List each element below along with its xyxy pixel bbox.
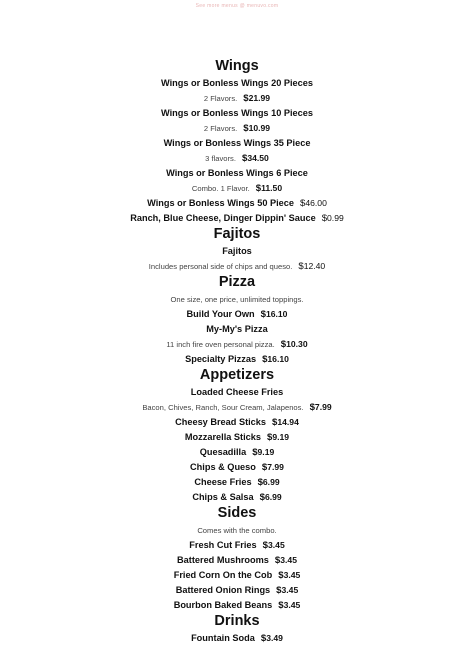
menu-item <box>0 243 474 258</box>
menu-section-wings <box>0 58 474 225</box>
menu-section-drinks <box>0 613 474 645</box>
item-price <box>272 417 299 427</box>
price-amount: 16.10 <box>267 354 289 364</box>
item-price <box>260 492 282 502</box>
section-title: Appetizers <box>199 367 275 383</box>
price-currency: $ <box>255 183 262 194</box>
menu-section-sides <box>0 505 474 612</box>
price-currency: $ <box>278 600 284 611</box>
menu-item <box>0 135 474 150</box>
item-price <box>261 309 288 319</box>
price-amount: 16.10 <box>265 309 288 319</box>
price-currency: $ <box>257 477 263 488</box>
menu-section-pizza <box>0 274 474 366</box>
menu-item-detail <box>0 180 474 195</box>
price-amount: 3.45 <box>281 585 299 595</box>
menu-item <box>0 414 474 429</box>
item-name: Wings or Bonless Wings 50 Piece <box>147 198 294 208</box>
menu-item-detail <box>0 522 474 537</box>
item-name: Loaded Cheese Fries <box>190 387 284 397</box>
menu-item <box>0 351 474 366</box>
price-currency: $ <box>321 213 328 224</box>
menu-section-appetizers <box>0 367 474 504</box>
price-amount: 3.49 <box>266 633 283 643</box>
item-name: Ranch, Blue Cheese, Dinger Dippin' Sauce <box>130 213 316 223</box>
item-price <box>263 540 285 550</box>
price-currency: $ <box>262 540 268 551</box>
menu-item <box>0 75 474 90</box>
item-price <box>310 402 332 412</box>
price-amount: 9.19 <box>272 432 290 442</box>
item-name: Chips & Salsa <box>192 492 254 502</box>
price-amount: 7.99 <box>267 462 284 472</box>
item-name: Fried Corn On the Cob <box>173 570 273 580</box>
menu-item-detail <box>0 258 474 273</box>
menu-item-detail <box>0 150 474 165</box>
price-currency: $ <box>280 339 287 350</box>
item-price <box>256 183 282 193</box>
section-title: Sides <box>217 505 257 521</box>
item-name: Build Your Own <box>186 309 255 319</box>
menu-item-detail <box>0 399 474 414</box>
price-currency: $ <box>260 309 266 320</box>
menu-item-detail <box>0 291 474 306</box>
price-amount: 6.99 <box>262 477 280 487</box>
item-description: Comes with the combo. <box>197 526 277 535</box>
price-currency: $ <box>309 402 315 413</box>
item-name: Fountain Soda <box>191 633 255 643</box>
price-amount: 12.40 <box>303 261 326 271</box>
item-name: My-My's Pizza <box>206 324 268 334</box>
item-name: Quesadilla <box>199 447 247 457</box>
price-currency: $ <box>243 123 249 134</box>
menu-item-detail <box>0 336 474 351</box>
section-title: Fajitos <box>213 226 261 242</box>
price-currency: $ <box>241 153 248 164</box>
item-price <box>243 123 270 133</box>
price-currency: $ <box>259 492 265 503</box>
menu-item <box>0 105 474 120</box>
price-currency: $ <box>274 555 281 566</box>
menu-item <box>0 537 474 552</box>
price-currency: $ <box>272 417 278 428</box>
price-currency: $ <box>243 93 249 104</box>
item-price <box>262 462 284 472</box>
menu-item <box>0 321 474 336</box>
price-currency: $ <box>261 462 268 473</box>
item-name: Wings or Bonless Wings 35 Piece <box>163 138 311 148</box>
item-description: Bacon, Chives, Ranch, Sour Cream, Jalapenos. <box>142 403 304 412</box>
price-currency: $ <box>262 354 268 365</box>
menu-item <box>0 474 474 489</box>
item-description: 2 Flavors. <box>203 94 238 103</box>
menu-item-detail <box>0 90 474 105</box>
price-amount: 0.99 <box>327 213 344 223</box>
menu-item <box>0 630 474 645</box>
item-price <box>298 261 325 271</box>
item-description: Combo. 1 Flavor. <box>191 184 250 193</box>
item-price <box>276 585 298 595</box>
item-price <box>261 633 283 643</box>
menu-section-fajitos <box>0 226 474 273</box>
price-amount: 10.30 <box>286 339 308 349</box>
item-description: 11 inch fire oven personal pizza. <box>166 340 275 349</box>
price-currency: $ <box>298 261 304 272</box>
price-amount: 3.45 <box>283 600 301 610</box>
item-name: Bourbon Baked Beans <box>173 600 273 610</box>
price-amount: 7.99 <box>314 402 332 412</box>
menu-item <box>0 582 474 597</box>
menu-item <box>0 552 474 567</box>
item-name: Wings or Bonless Wings 6 Piece <box>166 168 308 178</box>
section-title: Pizza <box>218 274 256 290</box>
menu-item <box>0 210 474 225</box>
section-title: Wings <box>215 58 259 74</box>
price-currency: $ <box>276 585 282 596</box>
item-price <box>262 354 289 364</box>
item-name: Battered Onion Rings <box>175 585 271 595</box>
price-amount: 46.00 <box>305 198 327 208</box>
price-currency: $ <box>260 633 267 644</box>
menu-item <box>0 384 474 399</box>
price-currency: $ <box>252 447 258 458</box>
item-price <box>281 339 308 349</box>
price-amount: 11.50 <box>261 183 283 193</box>
item-name: Cheesy Bread Sticks <box>175 417 267 427</box>
menu-item <box>0 489 474 504</box>
item-price <box>258 477 280 487</box>
price-amount: 10.99 <box>248 123 271 133</box>
menu-item-detail <box>0 120 474 135</box>
price-amount: 9.19 <box>257 447 275 457</box>
item-name: Fajitos <box>222 246 252 256</box>
menu-item <box>0 597 474 612</box>
item-name: Specialty Pizzas <box>185 354 257 364</box>
item-price <box>322 213 344 223</box>
price-currency: $ <box>278 570 284 581</box>
menu-item <box>0 306 474 321</box>
item-price <box>278 600 300 610</box>
menu-item <box>0 567 474 582</box>
item-description: One size, one price, unlimited toppings. <box>170 295 304 304</box>
item-name: Fresh Cut Fries <box>189 540 257 550</box>
item-description: 3 flavors. <box>205 154 236 163</box>
item-price <box>267 432 289 442</box>
item-price <box>278 570 300 580</box>
price-amount: 6.99 <box>264 492 282 502</box>
menu-page <box>0 57 474 645</box>
item-name: Mozzarella Sticks <box>184 432 261 442</box>
menu-item <box>0 195 474 210</box>
menu-item <box>0 459 474 474</box>
item-description: Includes personal side of chips and queso. <box>148 262 293 271</box>
price-currency: $ <box>300 198 306 209</box>
item-description: 2 Flavors. <box>203 124 238 133</box>
price-amount: 21.99 <box>248 93 271 103</box>
price-amount: 3.45 <box>283 570 301 580</box>
watermark-text: See more menus @ menuvo.com <box>195 3 279 9</box>
item-price <box>243 93 270 103</box>
section-title: Drinks <box>214 613 260 629</box>
item-name: Wings or Bonless Wings 20 Pieces <box>161 78 313 88</box>
price-currency: $ <box>267 432 273 443</box>
menu-item <box>0 429 474 444</box>
item-price <box>252 447 274 457</box>
item-price <box>242 153 269 163</box>
menu-item <box>0 165 474 180</box>
item-name: Battered Mushrooms <box>177 555 269 565</box>
item-name: Cheese Fries <box>194 477 252 487</box>
menu-item <box>0 444 474 459</box>
item-name: Wings or Bonless Wings 10 Pieces <box>161 108 313 118</box>
price-amount: 14.94 <box>277 417 299 427</box>
price-amount: 3.45 <box>268 540 285 550</box>
price-amount: 3.45 <box>280 555 297 565</box>
item-price <box>275 555 297 565</box>
item-price <box>300 198 327 208</box>
price-amount: 34.50 <box>247 153 269 163</box>
item-name: Chips & Queso <box>190 462 256 472</box>
